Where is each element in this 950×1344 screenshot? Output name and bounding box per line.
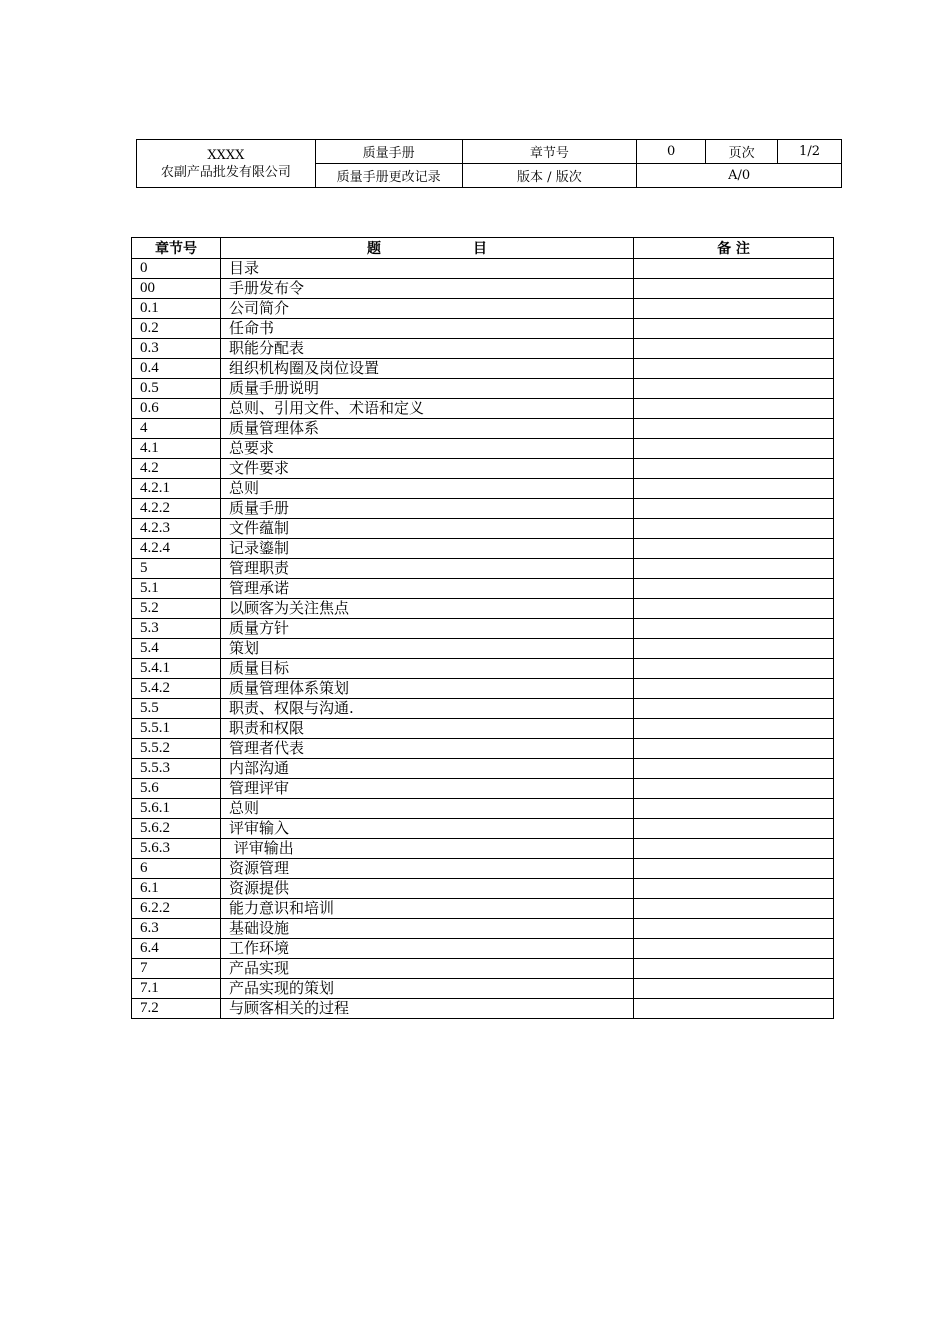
chapter-title: 质量管理体系策划: [221, 679, 634, 699]
table-row: [132, 739, 834, 759]
toc-body: [132, 259, 834, 1019]
chapter-title: 职责、权限与沟通.: [221, 699, 634, 719]
table-row: [132, 379, 834, 399]
table-row: [132, 979, 834, 999]
chapter-remark: [634, 579, 834, 599]
document-header-table: [136, 139, 842, 188]
chapter-remark: [634, 799, 834, 819]
chapter-title: 手册发布令: [221, 279, 634, 299]
chapter-number: 5.5: [132, 699, 221, 719]
table-row: [132, 339, 834, 359]
chapter-title: 与顾客相关的过程: [221, 999, 634, 1019]
chapter-title: 质量方针: [221, 619, 634, 639]
table-row: [132, 819, 834, 839]
table-row: [132, 999, 834, 1019]
company-line-2: 农副产品批发有限公司: [160, 164, 291, 180]
version-value: A/0: [637, 164, 842, 188]
table-row: [132, 299, 834, 319]
chapter-remark: [634, 559, 834, 579]
table-row: [132, 499, 834, 519]
chapter-title: 管理职责: [221, 559, 634, 579]
chapter-title: 基础设施: [221, 919, 634, 939]
chapter-title: 质量手册说明: [221, 379, 634, 399]
chapter-number: 6.3: [132, 919, 221, 939]
chapter-number: 6: [132, 859, 221, 879]
chapter-title: 总则: [221, 479, 634, 499]
chapter-title: 公司简介: [221, 299, 634, 319]
chapter-remark: [634, 639, 834, 659]
column-header-remark: 备 注: [634, 238, 834, 259]
table-row: [132, 259, 834, 279]
table-row: [132, 579, 834, 599]
chapter-title: 质量手册: [221, 499, 634, 519]
table-row: [132, 279, 834, 299]
chapter-remark: [634, 379, 834, 399]
chapter-title: 记录鎏制: [221, 539, 634, 559]
table-row: [132, 719, 834, 739]
chapter-title: 质量目标: [221, 659, 634, 679]
chapter-title: 文件蕴制: [221, 519, 634, 539]
company-name-cell: [137, 140, 316, 188]
chapter-remark: [634, 859, 834, 879]
table-row: [132, 479, 834, 499]
table-row: [132, 639, 834, 659]
table-row: [132, 799, 834, 819]
page-label: 页次: [706, 140, 778, 164]
chapter-remark: [634, 359, 834, 379]
chapter-remark: [634, 399, 834, 419]
chapter-title: 资源管理: [221, 859, 634, 879]
table-row: [132, 559, 834, 579]
chapter-number: 5.6: [132, 779, 221, 799]
chapter-number: 7.1: [132, 979, 221, 999]
chapter-title: 评审输入: [221, 819, 634, 839]
table-row: [132, 839, 834, 859]
chapter-number: 5.4: [132, 639, 221, 659]
page-value: 1/2: [778, 140, 842, 164]
chapter-number: 6.1: [132, 879, 221, 899]
chapter-title: 总要求: [221, 439, 634, 459]
chapter-number: 6.2.2: [132, 899, 221, 919]
chapter-remark: [634, 939, 834, 959]
chapter-number: 0.1: [132, 299, 221, 319]
chapter-title: 内部沟通: [221, 759, 634, 779]
chapter-number: 0: [132, 259, 221, 279]
table-row: [132, 659, 834, 679]
chapter-number: 5.5.1: [132, 719, 221, 739]
chapter-number: 0.4: [132, 359, 221, 379]
chapter-number: 7.2: [132, 999, 221, 1019]
table-row: [132, 919, 834, 939]
chapter-title: 以顾客为关注焦点: [221, 599, 634, 619]
table-row: [132, 939, 834, 959]
chapter-title: 能力意识和培训: [221, 899, 634, 919]
chapter-title: 质量管理体系: [221, 419, 634, 439]
chapter-remark: [634, 419, 834, 439]
chapter-remark: [634, 479, 834, 499]
chapter-title: 产品实现的策划: [221, 979, 634, 999]
chapter-number: 5.6.1: [132, 799, 221, 819]
column-header-title-right: 目: [473, 241, 487, 257]
chapter-title: 目录: [221, 259, 634, 279]
chapter-title: 资源提供: [221, 879, 634, 899]
chapter-remark: [634, 519, 834, 539]
chapter-number: 0.6: [132, 399, 221, 419]
chapter-remark: [634, 679, 834, 699]
chapter-remark: [634, 279, 834, 299]
table-row: [132, 879, 834, 899]
chapter-number: 5.1: [132, 579, 221, 599]
chapter-number: 4.2.3: [132, 519, 221, 539]
chapter-remark: [634, 699, 834, 719]
chapter-title: 职能分配表: [221, 339, 634, 359]
chapter-remark: [634, 759, 834, 779]
chapter-remark: [634, 899, 834, 919]
chapter-number: 4.2.4: [132, 539, 221, 559]
chapter-remark: [634, 259, 834, 279]
chapter-number: 5.5.2: [132, 739, 221, 759]
chapter-remark: [634, 719, 834, 739]
doc-name: 质量手册: [315, 140, 462, 164]
table-row: [132, 459, 834, 479]
table-row: [132, 699, 834, 719]
chapter-number: 5.6.3: [132, 839, 221, 859]
chapter-title: 文件要求: [221, 459, 634, 479]
chapter-number: 0.3: [132, 339, 221, 359]
record-label: 质量手册更改记录: [315, 164, 462, 188]
chapter-remark: [634, 999, 834, 1019]
table-row: [132, 419, 834, 439]
chapter-remark: [634, 959, 834, 979]
chapter-number: 6.4: [132, 939, 221, 959]
table-row: [132, 539, 834, 559]
table-row: [132, 599, 834, 619]
table-of-contents: [131, 237, 834, 1019]
chapter-title: 任命书: [221, 319, 634, 339]
chapter-remark: [634, 839, 834, 859]
table-row: [132, 679, 834, 699]
chapter-number: 00: [132, 279, 221, 299]
chapter-title: 管理承诺: [221, 579, 634, 599]
chapter-number: 5.4.2: [132, 679, 221, 699]
chapter-number: 5.2: [132, 599, 221, 619]
chapter-remark: [634, 819, 834, 839]
chapter-title: 职责和权限: [221, 719, 634, 739]
chapter-title: 管理评审: [221, 779, 634, 799]
table-row: [132, 619, 834, 639]
company-line-1: XXXX: [207, 147, 245, 163]
chapter-title: 评审输出: [221, 839, 634, 859]
chapter-title: 组织机构圈及岗位设置: [221, 359, 634, 379]
table-row: [132, 359, 834, 379]
table-row: [132, 399, 834, 419]
chapter-number: 4.2: [132, 459, 221, 479]
chapter-remark: [634, 979, 834, 999]
chapter-remark: [634, 779, 834, 799]
chapter-remark: [634, 299, 834, 319]
chapter-title: 管理者代表: [221, 739, 634, 759]
table-row: [132, 319, 834, 339]
chapter-label: 章节号: [462, 140, 637, 164]
chapter-number: 5.4.1: [132, 659, 221, 679]
chapter-remark: [634, 599, 834, 619]
chapter-number: 4.2.2: [132, 499, 221, 519]
chapter-remark: [634, 339, 834, 359]
table-row: [132, 439, 834, 459]
table-row: [132, 899, 834, 919]
column-header-chapter: 章节号: [132, 238, 221, 259]
chapter-value: 0: [637, 140, 706, 164]
chapter-title: 产品实现: [221, 959, 634, 979]
chapter-number: 7: [132, 959, 221, 979]
chapter-remark: [634, 879, 834, 899]
chapter-remark: [634, 439, 834, 459]
chapter-remark: [634, 539, 834, 559]
table-row: [132, 779, 834, 799]
chapter-remark: [634, 319, 834, 339]
chapter-number: 5: [132, 559, 221, 579]
chapter-number: 0.5: [132, 379, 221, 399]
table-row: [132, 759, 834, 779]
table-row: [132, 959, 834, 979]
chapter-title: 策划: [221, 639, 634, 659]
chapter-remark: [634, 739, 834, 759]
toc-header-row: [132, 238, 834, 259]
version-label: 版本 / 版次: [462, 164, 637, 188]
table-row: [132, 519, 834, 539]
chapter-number: 5.6.2: [132, 819, 221, 839]
chapter-number: 0.2: [132, 319, 221, 339]
column-header-title: [221, 238, 634, 259]
chapter-remark: [634, 619, 834, 639]
column-header-title-left: 题: [367, 241, 381, 257]
chapter-number: 5.5.3: [132, 759, 221, 779]
chapter-remark: [634, 499, 834, 519]
chapter-number: 5.3: [132, 619, 221, 639]
chapter-remark: [634, 659, 834, 679]
chapter-number: 4.1: [132, 439, 221, 459]
chapter-remark: [634, 459, 834, 479]
chapter-title: 总则: [221, 799, 634, 819]
table-row: [132, 859, 834, 879]
chapter-title: 工作环境: [221, 939, 634, 959]
chapter-number: 4.2.1: [132, 479, 221, 499]
chapter-title: 总则、引用文件、术语和定义: [221, 399, 634, 419]
chapter-remark: [634, 919, 834, 939]
chapter-number: 4: [132, 419, 221, 439]
